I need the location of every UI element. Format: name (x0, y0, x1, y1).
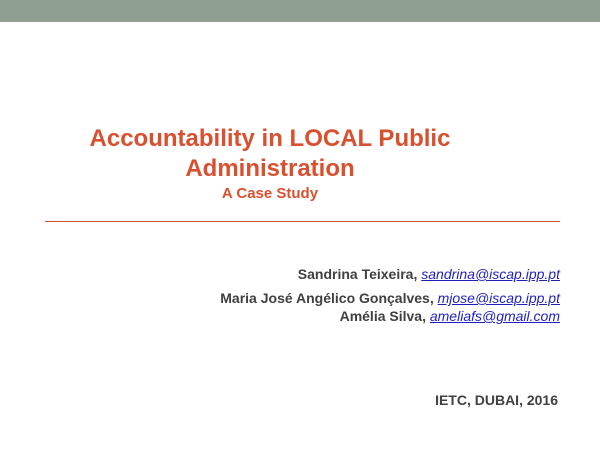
author-name: Sandrina Teixeira, (297, 266, 418, 282)
author-name: Maria José Angélico Gonçalves, (220, 290, 434, 306)
author-line (40, 289, 560, 307)
top-bar (0, 0, 600, 22)
event-label: IETC, DUBAI, 2016 (435, 392, 558, 408)
author-email-link[interactable]: mjose@iscap.ipp.pt (437, 290, 560, 306)
author-list (40, 265, 560, 325)
slide-title-line1: Accountability in LOCAL Public (89, 125, 451, 152)
author-line (40, 307, 560, 325)
author-email-link[interactable]: sandrina@iscap.ipp.pt (421, 266, 560, 282)
title-block (60, 124, 480, 204)
author-email-link[interactable]: ameliafs@gmail.com (429, 308, 560, 324)
author-line (40, 265, 560, 283)
title-divider (45, 221, 560, 222)
slide-subtitle: A Case Study (221, 185, 319, 202)
author-name: Amélia Silva, (339, 308, 426, 324)
slide-title-line2: Administration (185, 155, 355, 182)
